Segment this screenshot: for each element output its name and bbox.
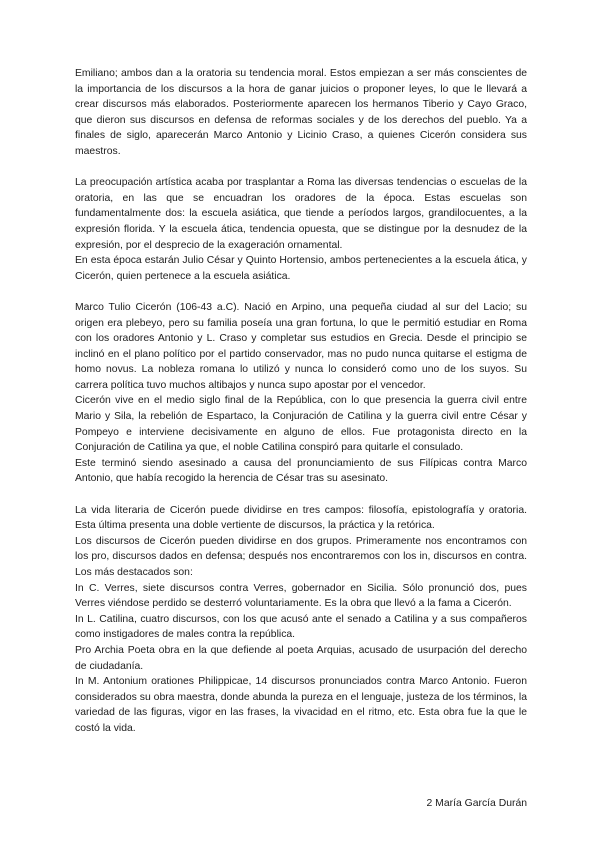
- paragraph-gap: [75, 284, 527, 300]
- paragraph-oratoria-moral: Emiliano; ambos dan a la oratoria su tendencia moral. Estos empiezan a ser más conscientes de la importancia de los discursos a la hora de ganar juicios o proponer leyes, lo que le llevará a crear discursos más elaborados. Posteriormente aparecen los hermanos Tiberio y Cayo Graco, que dieron sus discursos en defensa de reformas sociales y de los derechos del pueblo. Ya a finales de siglo, aparecerán Marco Antonio y Licinio Craso, a quienes Cicerón considera sus maestros.: [75, 68, 527, 157]
- paragraph-in-catilina: In L. Catilina, cuatro discursos, con los que acusó ante el senado a Catilina y a sus compañeros como instigadores de males contra la república.: [75, 613, 527, 641]
- page-footer: 2 María García Durán: [426, 798, 527, 809]
- paragraph-vida-literaria: La vida literaria de Cicerón puede dividirse en tres campos: filosofía, epistolografía y oratoria. Esta última presenta una doble vertiente de discursos, la práctica y la retórica.: [75, 504, 527, 532]
- paragraph-gap: [75, 487, 527, 503]
- paragraph-gap: [75, 160, 527, 176]
- document-body: [75, 66, 527, 737]
- paragraph-escuelas: La preocupación artística acaba por trasplantar a Roma las diversas tendencias o escuelas de la oratoria, en las que se encuadran los oradores de la época. Estas escuelas son fundamentalmente dos: la escuela asiática, que tiende a períodos largos, grandilocuentes, a la expresión florida. Y la escuela ática, tendencia opuesta, que se distingue por la desnudez de la expresión, por el desprecio de la exageración ornamental.: [75, 177, 527, 251]
- paragraph-pro-archia: Pro Archia Poeta obra en la que defiende al poeta Arquias, acusado de usurpación del derecho de ciudadanía.: [75, 644, 527, 672]
- paragraph-asesinato: Este terminó siendo asesinado a causa del pronunciamiento de sus Filípicas contra Marco Antonio, que había recogido la herencia de César tras su asesinato.: [75, 457, 527, 485]
- paragraph-republica: Cicerón vive en el medio siglo final de la República, con lo que presencia la guerra civil entre Mario y Sila, la rebelión de Espartaco, la Conjuración de Catilina y la guerra civil entre César y Pompeyo e interviene decisivamente en alguno de ellos. Fue protagonista directo en la Conjuración de Catilina ya que, el noble Catilina conspiró para quitarle el consulado.: [75, 395, 527, 454]
- paragraph-biografia-ciceron: Marco Tulio Cicerón (106-43 a.C). Nació en Arpino, una pequeña ciudad al sur del Lacio; su origen era plebeyo, pero su familia poseía una gran fortuna, lo que le permitió estudiar en Roma con los oradores Antonio y L. Craso y completar sus estudios en Grecia. Desde el principio se inclinó en el plano político por el partido conservador, mas no pudo nunca quitarse el estigma de homo novus. La nobleza romana lo utilizó y nunca lo consideró como uno de los suyos. Su carrera política tuvo muchos altibajos y nunca supo apostar por el vencedor.: [75, 301, 527, 391]
- paragraph-cesar-hortensio: En esta época estarán Julio César y Quinto Hortensio, ambos pertenecientes a la escuela ática, y Cicerón, quien pertenece a la escuela asiática.: [75, 255, 527, 282]
- paragraph-in-verres: In C. Verres, siete discursos contra Verres, gobernador en Sicilia. Sólo pronunció dos, pues Verres viéndose perdido se desterró voluntariamente. Es la obra que llevó a la fama a Cicerón.: [75, 582, 527, 610]
- paragraph-discursos-grupos: Los discursos de Cicerón pueden dividirse en dos grupos. Primeramente nos encontramos con los pro, discursos dados en defensa; después nos encontraremos con los in, discursos en contra. Los más destacados son:: [75, 535, 527, 578]
- paragraph-philippicae: In M. Antonium orationes Philippicae, 14 discursos pronunciados contra Marco Antonio. Fueron considerados su obra maestra, donde abunda la pureza en el lenguaje, justeza de los términos, la variedad de las figuras, vigor en las frases, la vivacidad en el ritmo, etc. Esta obra fue la que le costó la vida.: [75, 676, 527, 734]
